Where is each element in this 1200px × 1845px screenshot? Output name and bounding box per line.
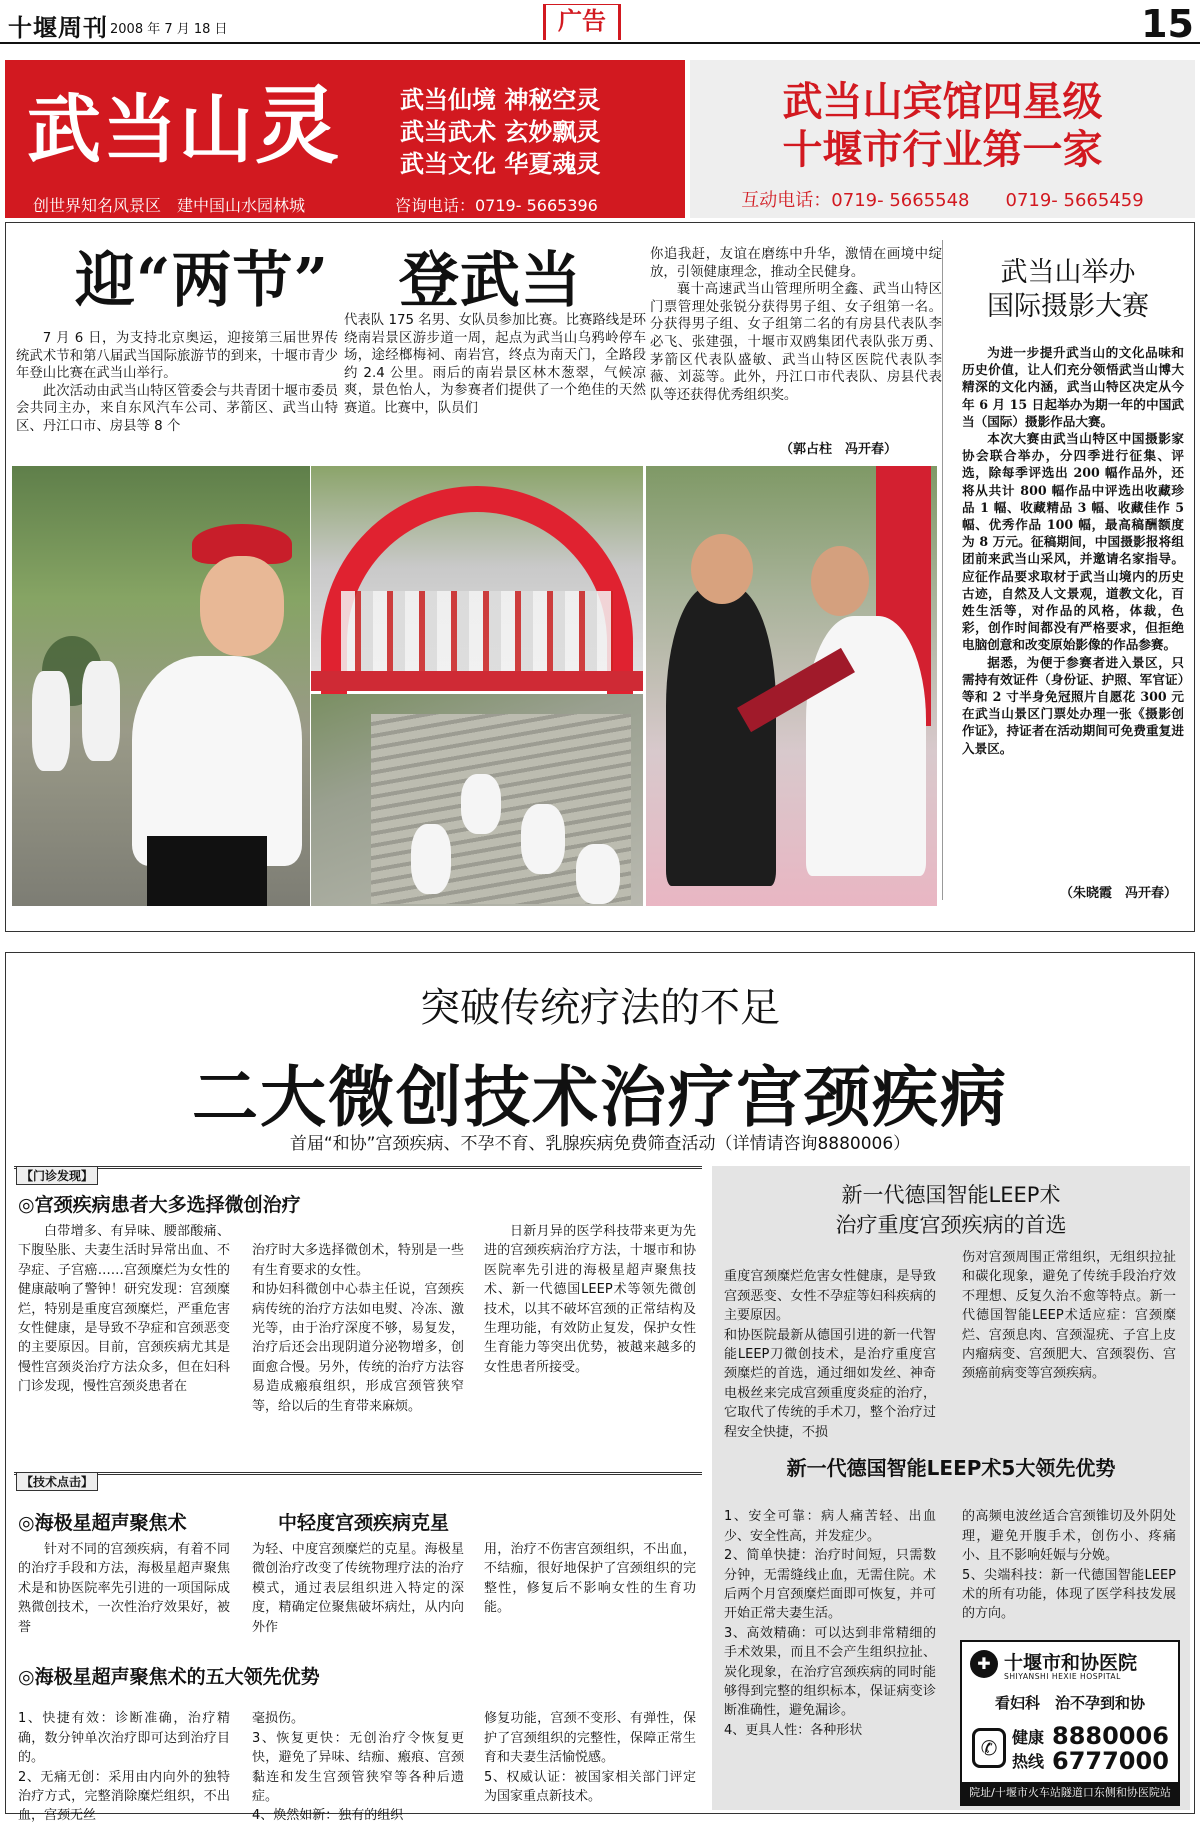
brand-title	[27, 76, 342, 175]
brand-title-accent: 灵	[255, 76, 342, 175]
section2-title-b: 中轻度宫颈疾病克星	[278, 1512, 450, 1534]
leep-title	[712, 1180, 1190, 1240]
section2-title-a: ◎海极星超声聚焦术	[18, 1512, 187, 1534]
article2-headline	[948, 256, 1188, 324]
banner-info-strip	[5, 188, 685, 235]
hotline-label-1: 健康	[1012, 1728, 1045, 1747]
photo-runners-stairs	[311, 694, 643, 906]
ad-left-panel	[14, 1166, 702, 1180]
section2-col3	[484, 1540, 696, 1650]
article1-col3-para-1: 你追我赶，友谊在磨练中升华，激情在画境中绽放，引领健康理念，推动全民健身。	[650, 247, 942, 280]
section1-col2	[252, 1222, 464, 1460]
section1-col1-text: 白带增多、有异味、腰部酸痛、下腹坠胀、夫妻生活时异常出血、不孕症、子宫癌……宫颈糜烂为女性的健康敲响了警钟！研究发现：宫颈糜烂，特别是重度宫颈糜烂，严重危害女性健康，是导致不孕症和宫颈恶变的主要原因。目前，宫颈疾病尤其是慢性宫颈炎治疗方法众多，但在妇科门诊发现，慢性宫颈炎患者在	[18, 1224, 230, 1395]
hospital-slogan: 看妇科 治不孕到和协	[994, 1694, 1145, 1712]
leep-sub-col1	[724, 1488, 936, 1806]
section-label-text: 广告	[558, 7, 606, 35]
hospital-name: 十堰市和协医院	[1004, 1652, 1138, 1674]
leep-title-line-2: 治疗重度宫颈疾病的首选	[835, 1213, 1067, 1237]
article1-col3-para-2: 襄十高速武当山管理所明全鑫、武当山特区门票管理处张锐分获得男子组、女子组第一名。分获得男子组、女子组第二名的有房县代表队李必飞、张建强，十堰市双鸥集团代表队张万勇、茅箭区代表队盛敏、武当山特区医院代表队李薇、刘蕊等。此外，丹江口市代表队、房县代表队等还获得优秀组织奖。	[650, 282, 942, 403]
article2-headline-line-2: 国际摄影大赛	[987, 291, 1149, 322]
leep-title-line-1: 新一代德国智能LEEP术	[841, 1183, 1061, 1207]
hospital-contact-box	[960, 1640, 1180, 1806]
brand-title-main: 武当山	[27, 87, 255, 173]
slogan-line-1: 武当仙境 神秘空灵	[400, 86, 601, 114]
hospital-logo-icon: ✚	[970, 1650, 998, 1678]
article1-col1	[16, 330, 338, 455]
tag-clinic-finding: 【门诊发现】	[16, 1166, 98, 1185]
section2-col2	[252, 1540, 464, 1650]
paper-name: 十堰周刊	[8, 13, 108, 42]
slogan-block	[400, 84, 600, 180]
article2-body	[962, 344, 1184, 876]
section2-col1	[18, 1540, 230, 1650]
page-number: 15	[1141, 2, 1194, 46]
leep-col1-text: 重度宫颈糜烂危害女性健康，是导致宫颈恶变、女性不孕症等妇科疾病的主要原因。 和协医院最新从德国引进的新一代智能LEEP刀微创技术，是治疗重度宫颈糜烂的首选，通过细如发丝、神奇电极丝来完成宫颈重度炎症的治疗，它取代了传统的手术刀，整个治疗过程安全快捷，不损	[724, 1269, 936, 1440]
section3-title: ◎海极星超声聚焦术的五大领先优势	[18, 1666, 320, 1688]
photo-award-ceremony	[646, 466, 937, 906]
article1-headline-left: 迎“两节”	[75, 246, 330, 316]
section2-rule	[14, 1472, 702, 1475]
article2-para-3: 据悉，为便于参赛者进入景区，只需持有效证件（身份证、护照、军官证）等和 2 寸半身免冠照片自愿花 300 元在武当山景区门票处办理一张《摄影创作证》，持证者在活动期间可免费重复进入景区。	[962, 654, 1184, 756]
hotel-line-2: 十堰市行业第一家	[782, 126, 1103, 173]
article2-byline: （朱晓霞 冯开春）	[1060, 886, 1178, 901]
upper-column-divider	[942, 240, 943, 900]
hotel-phone: 互动电话：0719- 5665548 0719- 5665459	[741, 190, 1144, 211]
tag-tech-click: 【技术点击】	[16, 1472, 98, 1491]
phone-icon: ✆	[972, 1728, 1006, 1768]
section1-col3-text: 日新月异的医学科技带来更为先进的宫颈疾病治疗方法，十堰市和协医院率先引进的海极星超声聚焦技术、新一代德国LEEP术等领先微创技术，以其不破坏宫颈的正常结构及生理功能，有效防止复发，保护女性生育能力等突出优势，被越来越多的女性患者所接受。	[484, 1224, 696, 1375]
section1-title: ◎宫颈疾病患者大多选择微创治疗	[18, 1194, 301, 1216]
section3-col2	[252, 1690, 464, 1824]
leep-sub-col2-text: 的高频电波丝适合宫颈锥切及外阴处理，避免开腹手术，创伤小、疼痛小、且不影响妊娠与分娩。 5、尖端科技：新一代德国智能LEEP术的所有功能，体现了医学科技发展的方向。	[962, 1509, 1176, 1622]
section-label	[543, 4, 621, 40]
masthead	[0, 0, 1200, 44]
hospital-address: 院址/十堰市火车站隧道口东侧和协医院站	[962, 1782, 1178, 1804]
hotel-line-1: 武当山宾馆四星级	[782, 78, 1103, 125]
article1-byline: （郭占柱 冯开春）	[780, 442, 898, 457]
article1-headline	[75, 246, 582, 316]
article1-col2-para: 代表队 175 名男、女队员参加比赛。比赛路线是环绕南岩景区游步道一周，起点为武当山乌鸦岭停车场，途经榔梅祠、南岩宫，终点为南天门，全路段约 2.4 公里。雨后的南岩景区林木葱翠，气候凉爽，景色怡人，为参赛者们提供了一个绝佳的天然赛道。比赛中，队员们	[344, 313, 646, 416]
slogan-line-2: 武当武术 玄妙飘灵	[400, 118, 601, 146]
leep-col2-text: 伤对宫颈周围正常组织，无组织拉扯和碳化现象，避免了传统手段治疗效不理想、反复久治不愈等特点。新一代德国智能LEEP术适应症：宫颈糜烂、宫颈息肉、宫颈湿疣、子宫上皮内瘤病变、宫颈肥大、宫颈裂伤、宫颈癌前病变等宫颈疾病。	[962, 1250, 1176, 1382]
hotline-number-1: 8880006	[1052, 1722, 1169, 1750]
leep-sub-title: 新一代德国智能LEEP术5大领先优势	[786, 1456, 1116, 1480]
article1-headline-right: 登武当	[398, 246, 582, 316]
photo-woman-climbing	[12, 466, 310, 906]
issue-date: 2008 年 7 月 18 日	[110, 22, 228, 37]
leep-sub-col2	[962, 1488, 1176, 1638]
article2-para-2: 本次大赛由武当山特区中国摄影家协会联合举办，分四季进行征集、评选，除每季评选出 200 幅作品外，还将从共计 800 幅作品中评选出收藏珍品 1 幅、收藏精品 3 幅、收藏佳作 5 幅、优秀作品 100 幅，最高稿酬额度为 8 万元。征稿期间，中国摄影报将组团前来武当山采风，并邀请名家指导。应征作品要求取材于武当山境内的历史古迹，自然及人文景观，道教文化，百姓生活等，对作品的风格，体裁，色彩，创作时间都没有严格要求，但拒绝电脑创意和改变原始影像的作品参赛。	[962, 431, 1184, 653]
hospital-name-en: SHIYANSHI HEXIE HOSPITAL	[1004, 1672, 1121, 1681]
wudang-banner	[5, 60, 685, 235]
section1-col3	[484, 1222, 696, 1460]
section1-col1	[18, 1222, 230, 1460]
leep-sub-col1-text: 1、安全可靠：病人痛苦轻、出血少、安全性高，并发症少。 2、简单快捷：治疗时间短，只需数分钟，无需缝线止血，无需住院。术后两个月宫颈糜烂面即可恢复，并可开始正常夫妻生活。 3、高效精确：可以达到非常精细的手术效果，而且不会产生组织拉扯、炭化现象，在治疗宫颈疾病的同时能够得到完整的组织标本，保证病变诊断准确性，避免漏诊。 4、更具人性：各种形状	[724, 1509, 936, 1738]
ad-headline: 二大微创技术治疗宫颈疾病	[192, 1059, 1008, 1136]
hotline-label-2: 热线	[1012, 1752, 1045, 1771]
hotline-numbers	[1052, 1724, 1169, 1774]
leep-col2	[962, 1248, 1176, 1448]
section1-col2-text: 治疗时大多选择微创术，特别是一些有生育要求的女性。 和协妇科微创中心恭主任说，宫颈疾病传统的治疗方法如电熨、冷冻、激光等，由于治疗深度不够，易复发，治疗后还会出现阴道分泌物增多，创面愈合慢。另外，传统的治疗方法容易造成瘢痕组织，形成宫颈管狭窄等，给以后的生育带来麻烦。	[252, 1243, 464, 1414]
photo-finish-arch	[311, 466, 643, 691]
ad-sub-headline: 首届“和协”宫颈疾病、不孕不育、乳腺疾病免费筛查活动（详情请咨询8880006）	[289, 1134, 911, 1154]
article1-col1-para-2: 此次活动由武当山特区管委会与共青团十堰市委员会共同主办，来自东风汽车公司、茅箭区、武当山特区、丹江口市、房县等 8 个	[16, 383, 338, 434]
hotline-labels	[1012, 1726, 1044, 1774]
article1-col3	[650, 246, 942, 436]
banner-phone: 咨询电话：0719- 5665396 5668567	[395, 196, 614, 235]
section2-col1-text: 针对不同的宫颈疾病，有着不同的治疗手段和方法，海极星超声聚焦术是和协医院率先引进的一项国际成熟微创技术，一次性治疗效果好，被誉	[18, 1542, 230, 1635]
section3-col2-text: 毫损伤。 3、恢复更快：无创治疗令恢复更快，避免了异味、结痂、瘢痕、宫颈黏连和发生宫颈管狭窄等各种后遗症。 4、焕然如新：独有的组织	[252, 1711, 464, 1824]
article2-headline-line-1: 武当山举办	[1000, 257, 1136, 288]
section2-col3-text: 用，治疗不伤害宫颈组织，不出血，不结痂，很好地保护了宫颈组织的完整性，修复后不影响女性的生育功能。	[484, 1542, 696, 1616]
hotline-number-2: 6777000	[1052, 1747, 1169, 1775]
banner-tagline: 创世界知名风景区 建中国山水园林城	[33, 196, 306, 215]
hotel-banner	[690, 60, 1195, 218]
section3-col3	[484, 1690, 696, 1808]
article1-col1-para-1: 7 月 6 日，为支持北京奥运，迎接第三届世界传统武术节和第八届武当国际旅游节的到来，十堰市青少年登山比赛在武当山举行。	[16, 331, 338, 382]
article1-col2	[344, 312, 646, 457]
article2-para-1: 为进一步提升武当山的文化品味和历史价值，让人们充分领悟武当山博大精深的文化内涵，武当山特区决定从今年 6 月 15 日起举办为期一年的中国武当（国际）摄影作品大赛。	[962, 345, 1184, 429]
section3-col3-text: 修复功能，宫颈不变形、有弹性，保护了宫颈组织的完整性，保障正常生育和夫妻生活愉悦感。 5、权威认证：被国家相关部门评定为国家重点新技术。	[484, 1711, 696, 1805]
ad-pre-headline: 突破传统疗法的不足	[420, 985, 780, 1031]
slogan-line-3: 武当文化 华夏魂灵	[400, 150, 601, 178]
section2-col2-text: 为轻、中度宫颈糜烂的克星。海极星微创治疗改变了传统物理疗法的治疗模式，通过表层组织进入特定的深度，精确定位聚焦破坏病灶，从内向外作	[252, 1542, 464, 1635]
section3-col1	[18, 1690, 230, 1824]
section3-col1-text: 1、快捷有效：诊断准确，治疗精确，数分钟单次治疗即可达到治疗目的。 2、无痛无创：采用由内向外的独特治疗方式，完整消除糜烂组织，不出血，宫颈无丝	[18, 1711, 230, 1824]
leep-col1	[724, 1248, 936, 1448]
